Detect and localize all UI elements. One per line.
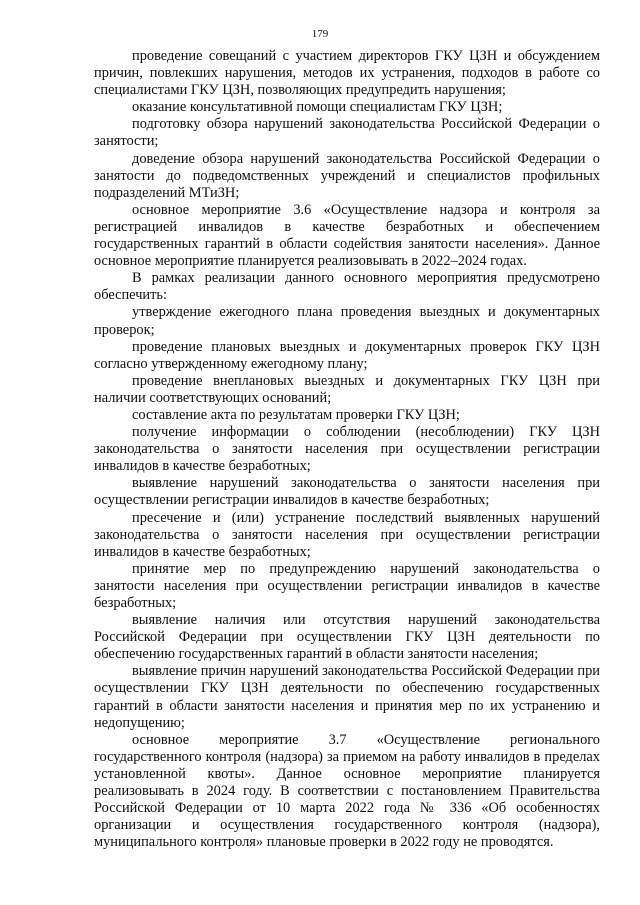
paragraph: утверждение ежегодного плана проведения выездных и документарных проверок; bbox=[94, 304, 600, 338]
page-number: 179 bbox=[311, 28, 329, 40]
body-text bbox=[94, 48, 600, 851]
paragraph: В рамках реализации данного основного мероприятия предусмотрено обеспечить: bbox=[94, 270, 600, 304]
paragraph: проведение внеплановых выездных и документарных ГКУ ЦЗН при наличии соответствующих оснований; bbox=[94, 372, 600, 406]
paragraph: подготовку обзора нарушений законодательства Российской Федерации о занятости; bbox=[94, 116, 600, 150]
paragraph: оказание консультативной помощи специалистам ГКУ ЦЗН; bbox=[132, 99, 503, 116]
paragraph: доведение обзора нарушений законодательства Российской Федерации о занятости до подведомственных учреждений и специалистов профильных подразделений МТиЗН; bbox=[94, 150, 600, 201]
paragraph: принятие мер по предупреждению нарушений законодательства о занятости населения при осуществлении регистрации инвалидов в качестве безработных; bbox=[94, 560, 600, 611]
paragraph: выявление нарушений законодательства о занятости населения при осуществлении регистрации инвалидов в качестве безработных; bbox=[94, 475, 600, 509]
paragraph: проведение совещаний с участием директоров ГКУ ЦЗН и обсуждением причин, повлекших нарушения, методов их устранения, подходов в работе со специалистами ГКУ ЦЗН, позволяющих предупредить нарушения; bbox=[94, 48, 600, 99]
paragraph: пресечение и (или) устранение последствий выявленных нарушений законодательства о занятости населения при осуществлении регистрации инвалидов в качестве безработных; bbox=[94, 509, 600, 560]
paragraph: выявление причин нарушений законодательства Российской Федерации при осуществлении ГКУ ЦЗН деятельности по обеспечению государственных гарантий в области занятости населения и принятия мер по их устранению и недопущению; bbox=[94, 663, 600, 731]
paragraph: проведение плановых выездных и документарных проверок ГКУ ЦЗН согласно утвержденному ежегодному плану; bbox=[94, 338, 600, 372]
paragraph: выявление наличия или отсутствия нарушений законодательства Российской Федерации при осуществлении ГКУ ЦЗН деятельности по обеспечению государственных гарантий в области занятости населения; bbox=[94, 612, 600, 663]
paragraph: основное мероприятие 3.6 «Осуществление надзора и контроля за регистрацией инвалидов в качестве безработных и обеспечением государственных гарантий в области содействия занятости населения». Данное основное мероприятие планируется реализовывать в 2022–2024 годах. bbox=[94, 201, 600, 270]
paragraph: получение информации о соблюдении (несоблюдении) ГКУ ЦЗН законодательства о занятости населения при осуществлении регистрации инвалидов в качестве безработных; bbox=[94, 424, 600, 475]
paragraph: составление акта по результатам проверки ГКУ ЦЗН; bbox=[132, 406, 460, 423]
paragraph: основное мероприятие 3.7 «Осуществление регионального государственного контроля (надзора) за приемом на работу инвалидов в пределах установленной квоты». Данное основное мероприятие планируется реализовывать в 2024 году. В соответствии с постановлением Правительства Российской Федерации от 10 марта 2022 года № 336 «Об особенностях организации и осуществления государственного контроля (надзора), муниципального контроля» плановые проверки в 2022 году не проводятся. bbox=[94, 731, 600, 851]
